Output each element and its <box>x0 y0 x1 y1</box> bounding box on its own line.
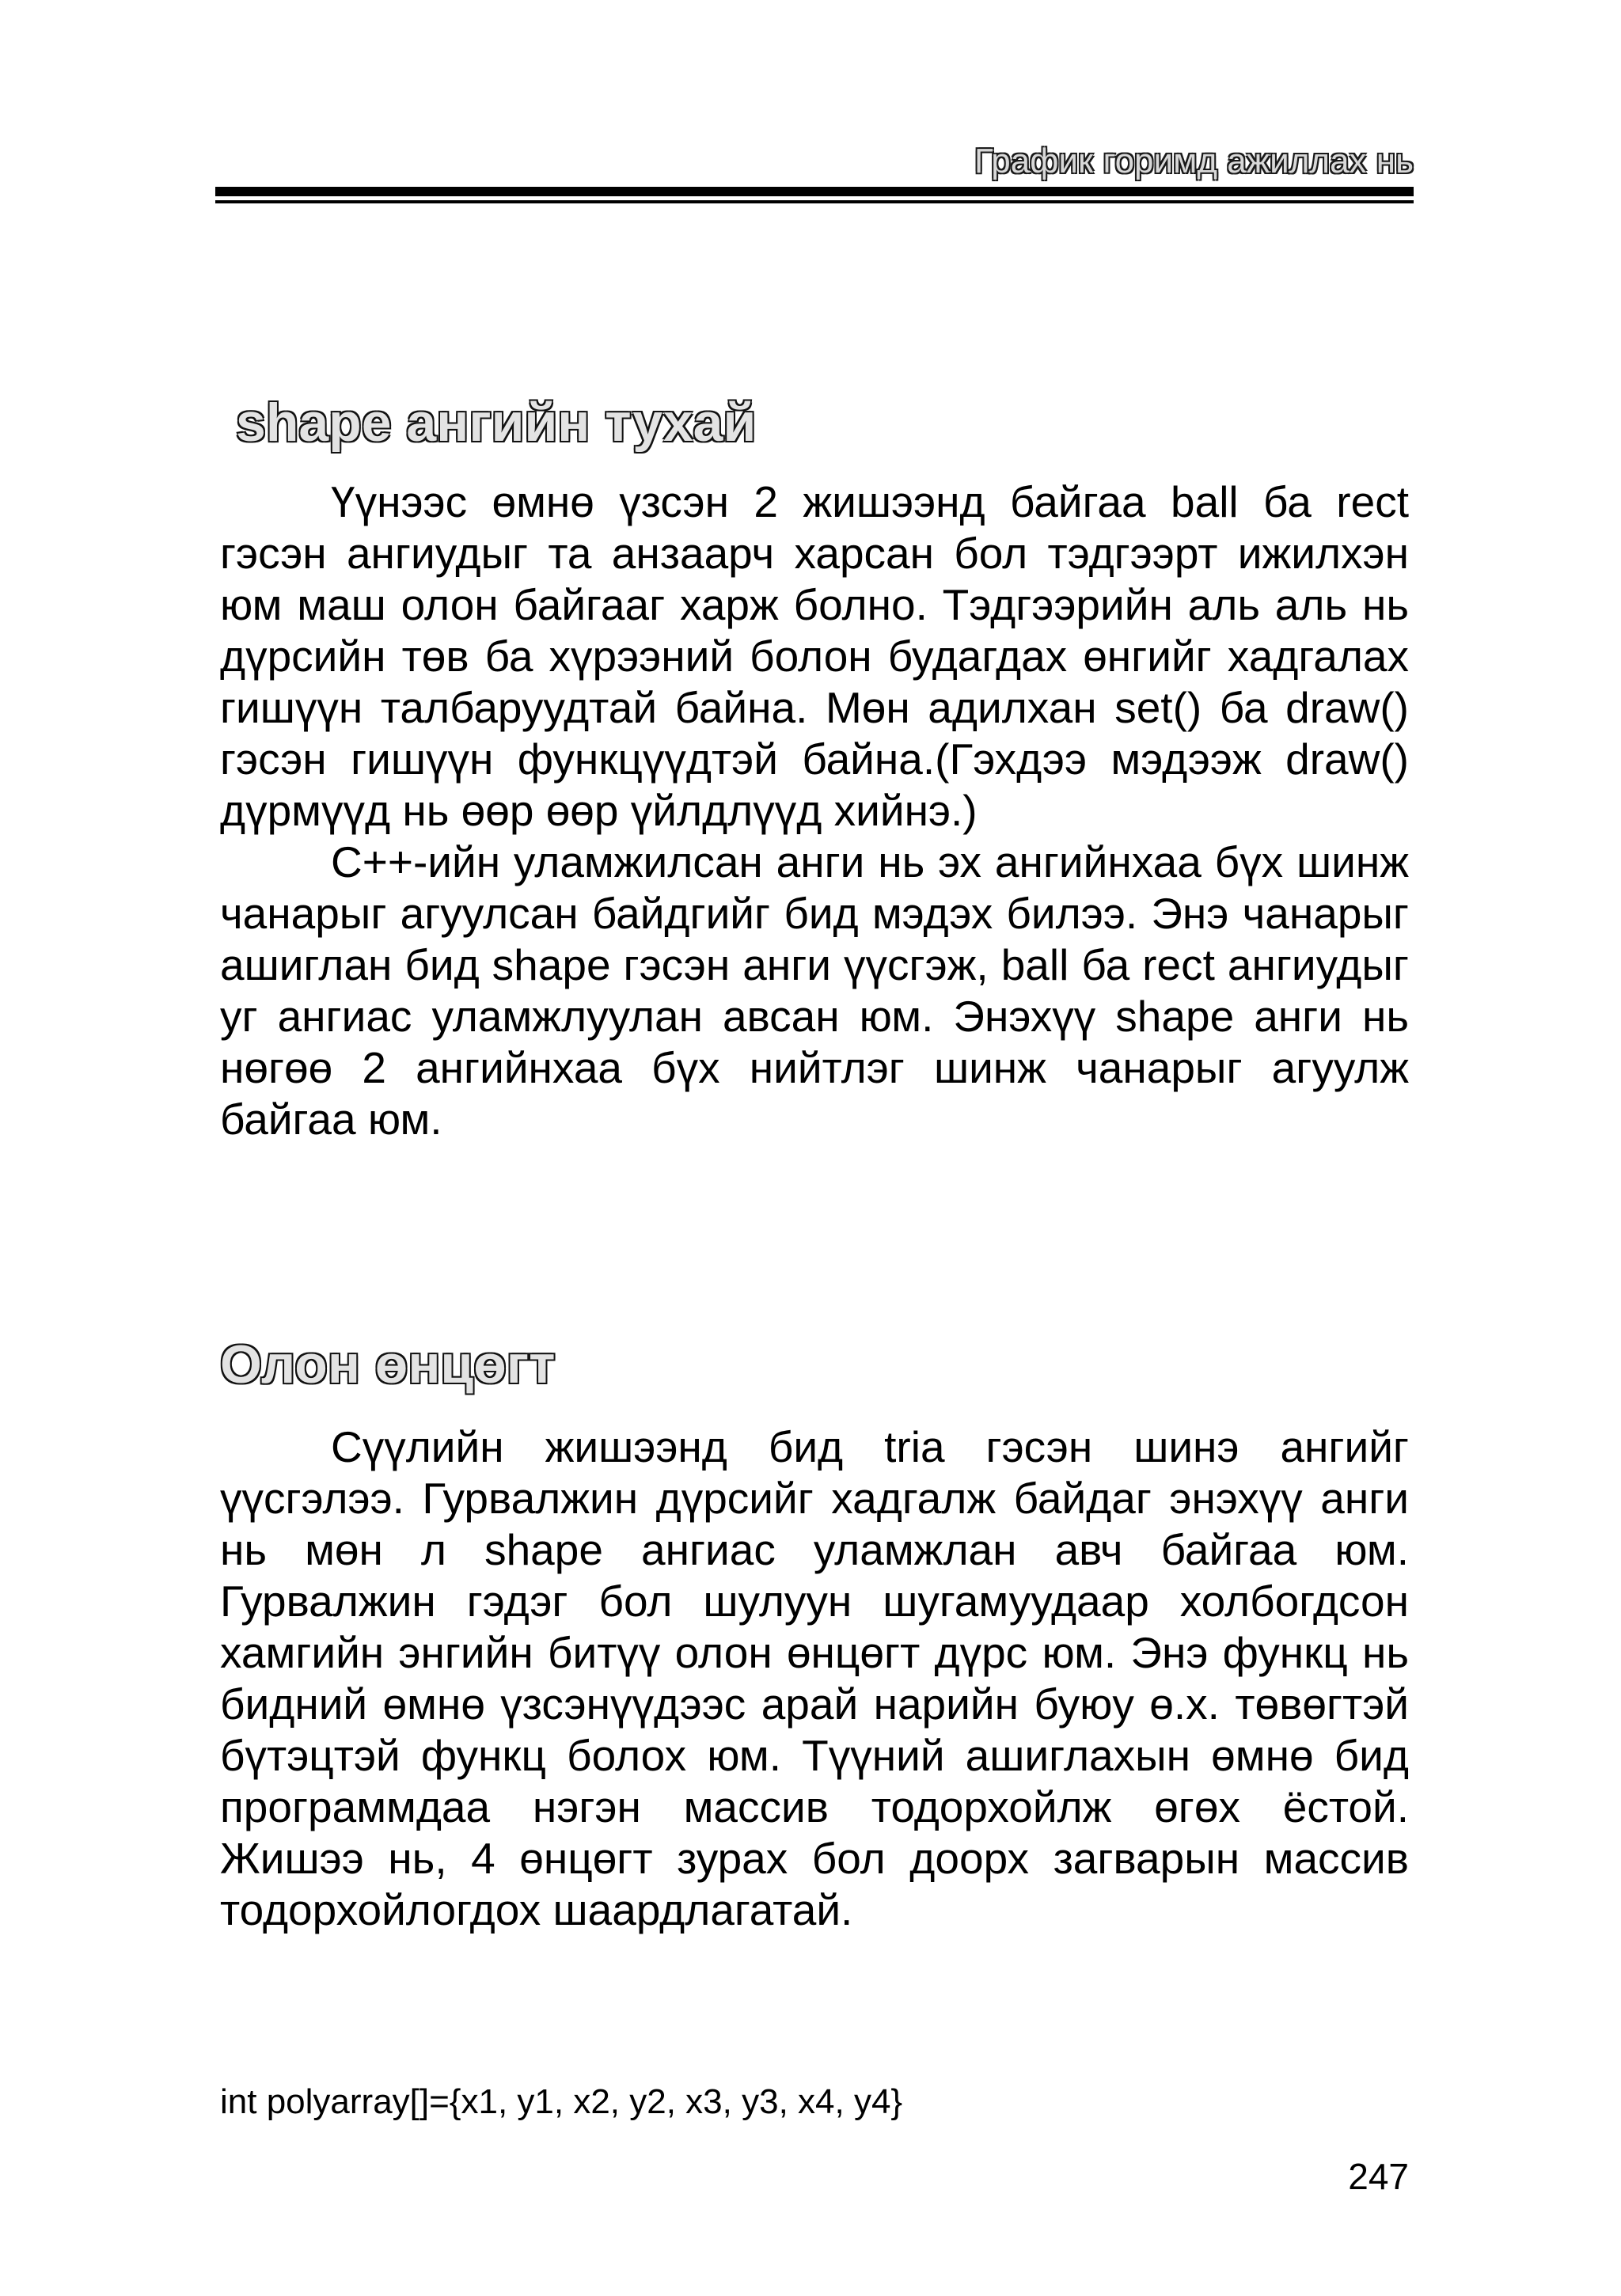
paragraph: C++-ийн уламжилсан анги нь эх ангийнхаа бүх шинж чанарыг агуулсан байдгийг бид мэдэх билээ. Энэ чанарыг ашиглан бид shape гэсэн анги үүсгэж, ball ба rect ангиудыг уг ангиас уламжлуулан авсан юм. Энэхүү shape анги нь нөгөө 2 ангийнхаа бүх нийтлэг шинж чанарыг агуулж байгаа юм. <box>220 837 1409 1144</box>
header-rule-thin <box>215 200 1414 203</box>
section-body-polygon <box>220 1421 1409 1936</box>
section-body-shape-class <box>220 476 1409 1145</box>
section-heading-shape-class: shape ангийн тухай <box>236 393 757 454</box>
paragraph: Үүнээс өмнө үзсэн 2 жишээнд байгаа ball ба rect гэсэн ангиудыг та анзаарч харсан бол тэдгээрт ижилхэн юм маш олон байгааг харж болно. Тэдгээрийн аль аль нь дүрсийн төв ба хүрээний болон будагдах өнгийг хадгалах гишүүн талбаруудтай байна. Мөн адилхан set() ба draw() гэсэн гишүүн функцүүдтэй байна.(Гэхдээ мэдээж draw() дүрмүүд нь өөр өөр үйлдлүүд хийнэ.) <box>220 477 1409 835</box>
section-heading-polygon: Олон өнцөгт <box>220 1334 556 1395</box>
paragraph: Сүүлийн жишээнд бид tria гэсэн шинэ ангийг үүсгэлээ. Гурвалжин дүрсийг хадгалж байдаг энэхүү анги нь мөн л shape ангиас уламжлан авч байгаа юм. Гурвалжин гэдэг бол шулуун шугамуудаар холбогдсон хамгийн энгийн битүү олон өнцөгт дүрс юм. Энэ функц нь бидний өмнө үзсэнүүдээс арай нарийн буюу ө.х. төвөгтэй бүтэцтэй функц болох юм. Түүний ашиглахын өмнө бид программдаа нэгэн массив тодорхойлж өгөх ёстой. Жишээ нь, 4 өнцөгт зурах бол доорх загварын массив тодорхойлогдох шаардлагатай. <box>220 1422 1409 1934</box>
code-sample: int polyarray[]={x1, y1, x2, y2, x3, y3, x4, y4} <box>220 2082 903 2121</box>
running-header: График горимд ажиллах нь <box>974 142 1414 180</box>
header-rule-thick <box>215 187 1414 196</box>
page-number: 247 <box>1348 2156 1409 2197</box>
